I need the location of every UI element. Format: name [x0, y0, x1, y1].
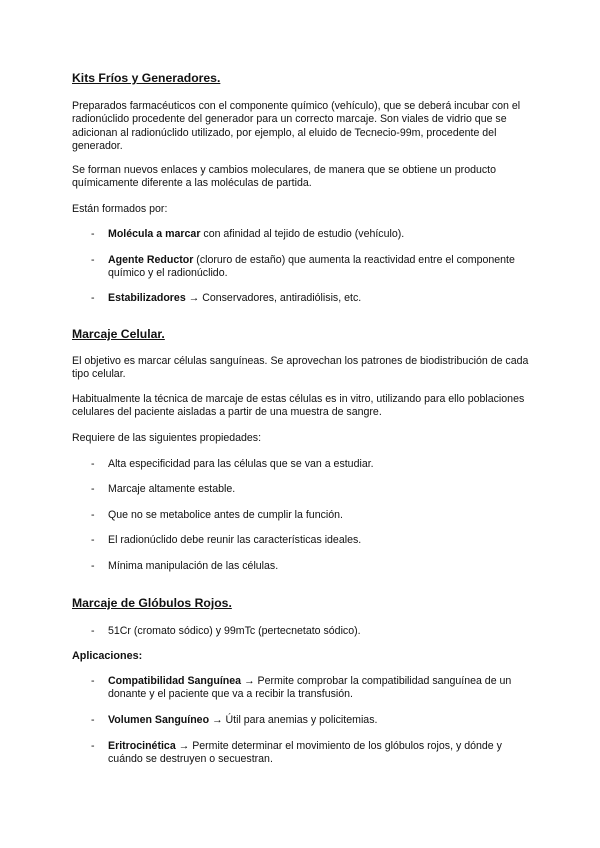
kits-paragraph-2: Se forman nuevos enlaces y cambios moleculares, de manera que se obtiene un producto químicamente diferente a las moléculas de partida. — [72, 164, 496, 190]
bullet-dash: - — [91, 254, 95, 266]
bullet-dash: - — [91, 560, 95, 572]
item-term: Volumen Sanguíneo — [108, 714, 210, 726]
kits-paragraph-1: Preparados farmacéuticos con el componente químico (vehículo), que se deberá incubar con el radionúclido procedente del generador para un correcto marcaje. Son viales de vidrio que se adicionan al radionúclido utilizado, por ejemplo, al eluido de Tecnecio-99m, procedente del generador. — [72, 100, 521, 152]
celular-paragraph-1: El objetivo es marcar células sanguíneas. Se aprovechan los patrones de biodistribución de cada tipo celular. — [72, 355, 529, 381]
bullet-dash: - — [91, 675, 95, 687]
item-term: Eritrocinética — [108, 740, 176, 752]
item-text: 51Cr (cromato sódico) y 99mTc (pertecnetato sódico). — [108, 625, 361, 637]
item-text: Alta especificidad para las células que se van a estudiar. — [108, 458, 374, 470]
kits-paragraph-3: Están formados por: — [72, 203, 168, 215]
bullet-dash: - — [91, 483, 95, 495]
bullet-dash: - — [91, 740, 95, 752]
item-text: → Útil para anemias y policitemias. — [209, 714, 378, 726]
item-text: → Permite comprobar la compatibilidad sanguínea de un donante y el paciente que va a recibir la transfusión. — [108, 675, 512, 701]
item-term: Compatibilidad Sanguínea — [108, 675, 242, 687]
item-term: Agente Reductor — [108, 254, 194, 266]
heading-marcaje-celular: Marcaje Celular. — [72, 327, 165, 341]
celular-paragraph-2: Habitualmente la técnica de marcaje de estas células es in vitro, utilizando para ello poblaciones celulares del paciente aisladas a partir de una muestra de sangre. — [72, 393, 525, 419]
heading-globulos-rojos: Marcaje de Glóbulos Rojos. — [72, 596, 232, 610]
celular-paragraph-3: Requiere de las siguientes propiedades: — [72, 432, 262, 444]
item-text: Que no se metabolice antes de cumplir la función. — [108, 509, 343, 521]
item-text: con afinidad al tejido de estudio (vehículo). — [200, 228, 405, 240]
bullet-dash: - — [91, 625, 95, 637]
item-text: → Permite determinar el movimiento de los glóbulos rojos, y dónde y cuándo se destruyen o secuestran. — [108, 740, 502, 766]
bullet-dash: - — [91, 292, 95, 304]
item-text: El radionúclido debe reunir las características ideales. — [108, 534, 362, 546]
item-term: Estabilizadores — [108, 292, 186, 304]
bullet-dash: - — [91, 458, 95, 470]
subheading-aplicaciones: Aplicaciones: — [72, 650, 143, 662]
item-text: (cloruro de estaño) que aumenta la reactividad entre el componente químico y el radionúclido. — [108, 254, 515, 280]
item-text: → Conservadores, antiradiólisis, etc. — [185, 292, 362, 304]
bullet-dash: - — [91, 714, 95, 726]
heading-kits: Kits Fríos y Generadores. — [72, 71, 221, 85]
item-term: Molécula a marcar — [108, 228, 201, 240]
bullet-dash: - — [91, 534, 95, 546]
bullet-dash: - — [91, 228, 95, 240]
bullet-dash: - — [91, 509, 95, 521]
item-text: Marcaje altamente estable. — [108, 483, 236, 495]
item-text: Mínima manipulación de las células. — [108, 560, 279, 572]
